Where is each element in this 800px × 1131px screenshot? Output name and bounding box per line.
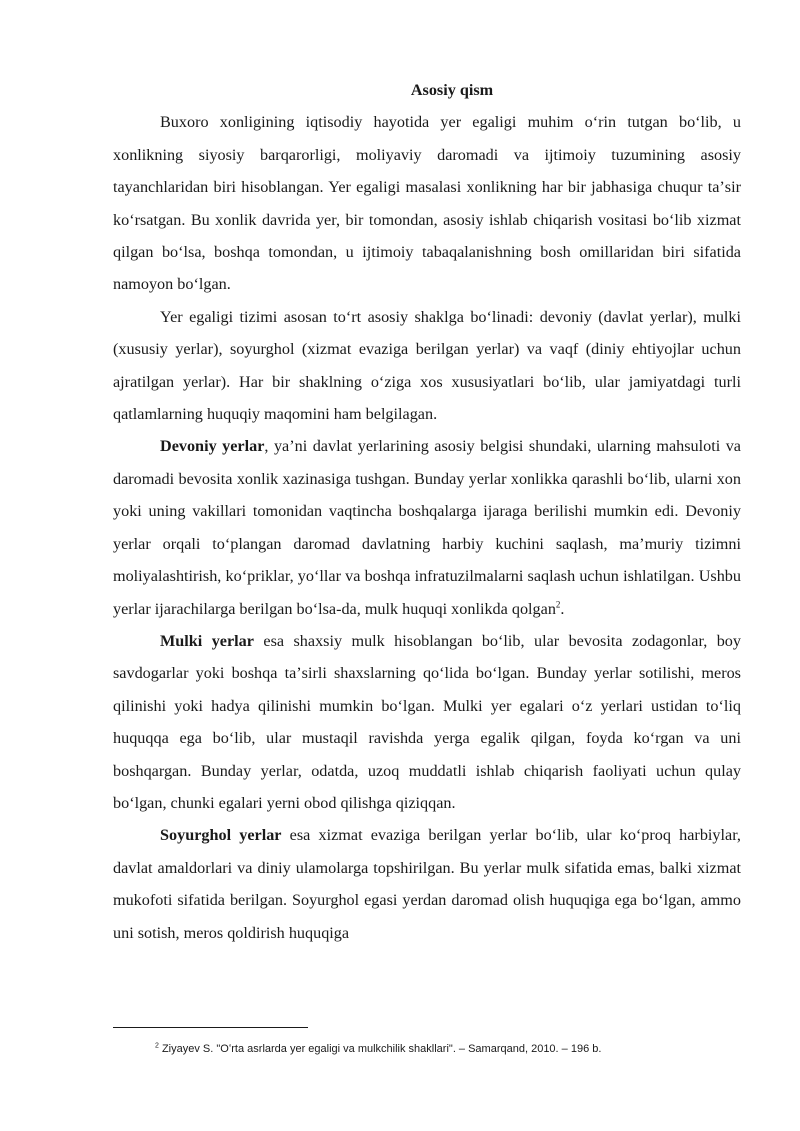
paragraph-3-end: . <box>560 599 565 618</box>
paragraph-5-text: esa xizmat evaziga berilgan yerlar boʻlib, ular koʻproq harbiylar, davlat amaldorlari va diniy ulamolarga topshirilgan. Bu yerlar mulk sifatida emas, balki xizmat mukofoti sifatida berilgan. Soyurghol egasi yerdan daromad olish huquqiga ega boʻlgan, ammo uni sotish, meros qoldirish huquqiga <box>113 826 741 942</box>
term-mulki: Mulki yerlar <box>160 631 254 650</box>
paragraph-1: Buxoro xonligining iqtisodiy hayotida yer egaligi muhim oʻrin tutgan boʻlib, u xonlikning siyosiy barqarorligi, moliyaviy daromadi va ijtimoiy tuzumining asosiy tayanchlaridan biri hisoblangan. Yer egaligi masalasi xonlikning har bir jabhasiga chuqur taʼsir koʻrsatgan. Bu xonlik davrida yer, bir tomondan, asosiy ishlab chiqarish vositasi boʻlib xizmat qilgan boʻlsa, boshqa tomondan, u ijtimoiy tabaqalanishning bosh omillaridan biri sifatida namoyon boʻlgan. <box>113 113 741 294</box>
paragraph-4 <box>113 625 741 819</box>
footnote-ref[interactable]: 2 <box>555 599 561 610</box>
term-devoniy: Devoniy yerlar <box>160 437 265 456</box>
main-content <box>113 74 741 949</box>
paragraph-5 <box>113 819 741 949</box>
term-soyurghol: Soyurghol yerlar <box>160 826 282 845</box>
paragraph-2: Yer egaligi tizimi asosan toʻrt asosiy shaklga boʻlinadi: devoniy (davlat yerlar), mulki (xususiy yerlar), soyurghol (xizmat evaziga berilgan yerlar) va vaqf (diniy ehtiyojlar uchun ajratilgan yerlar). Har bir shaklning oʻziga xos xususiyatlari boʻlib, ular jamiyatdagi turli qatlamlarning huquqiy maqomini ham belgilagan. <box>113 307 741 424</box>
footnote-divider <box>113 1027 308 1028</box>
paragraph-3-text: , yaʼni davlat yerlarining asosiy belgisi shundaki, ularning mahsuloti va daromadi bevosita xonlik xazinasiga tushgan. Bunday yerlar xonlikka qarashli boʻlib, ularni xon yoki uning vakillari tomonidan vaqtincha boshqalarga ijaraga berilishi mumkin edi. Devoniy yerlar orqali toʻplangan daromad davlatning harbiy kuchini saqlash, maʼmuriy tizimni moliyalashtirish, koʻpriklar, yoʻllar va boshqa infratuzilmalarni saqlash uchun ishlatilgan. Ushbu yerlar ijarachilarga berilgan boʻlsa-da, mulk huquqi xonlikda qolgan <box>113 437 741 618</box>
section-heading: Asosiy qism <box>410 81 494 99</box>
footnote-marker: 2 <box>155 1042 159 1050</box>
paragraph-4-text: esa shaxsiy mulk hisoblangan boʻlib, ular bevosita zodagonlar, boy savdogarlar yoki boshqa taʼsirli shaxslarning qoʻlida boʻlgan. Bunday yerlar sotilishi, meros qilinishi yoki hadya qilinishi mumkin boʻlgan. Mulki yer egalari oʻz yerlari ustidan toʻliq huquqqa ega boʻlib, ular mustaqil ravishda yerga egalik qilgan, foyda koʻrgan va uni boshqargan. Bunday yerlar, odatda, uzoq muddatli ishlab chiqarish faoliyati uchun qulay boʻlgan, chunki egalari yerni obod qilishga qiziqqan. <box>113 631 741 812</box>
paragraph-3 <box>113 430 741 624</box>
footnote <box>155 1042 755 1056</box>
footnote-text: Ziyayev S. "Oʻrta asrlarda yer egaligi va mulkchilik shakllari". – Samarqand, 2010. – 196 b. <box>158 1043 602 1055</box>
